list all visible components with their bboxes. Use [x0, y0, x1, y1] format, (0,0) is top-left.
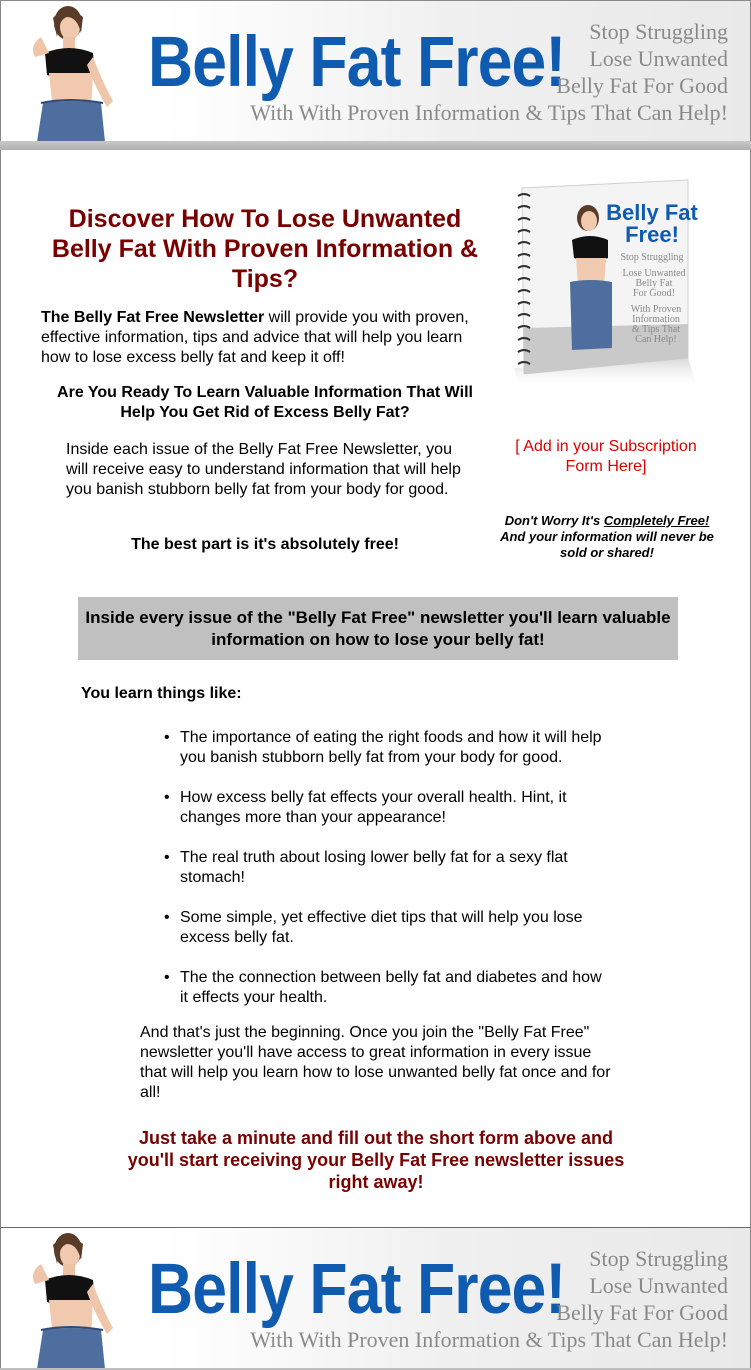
- ebook-line-7: & Tips That: [631, 324, 681, 335]
- tagline-line-3: Belly Fat For Good: [556, 1300, 728, 1325]
- banner-subtitle: With With Proven Information & Tips That Can Help!: [250, 1327, 728, 1352]
- ebook-line-2: Lose Unwanted: [622, 268, 686, 279]
- privacy-free-underlined: Completely Free!: [603, 513, 710, 528]
- banner-divider: [0, 141, 751, 150]
- ebook-title-line-2: Free!: [625, 222, 679, 247]
- ebook-line-8: Can Help!: [635, 334, 677, 345]
- woman-photo-illustration: [23, 1230, 123, 1368]
- privacy-prefix: Don't Worry It's: [504, 513, 604, 528]
- intro-text: will provide you with proven, effective information, tips and advice that will help you learn how to lose excess belly fat and keep it off!: [41, 309, 469, 366]
- ebook-cover-image: [512, 178, 702, 390]
- privacy-rest: And your information will never be sold or shared!: [500, 529, 714, 560]
- beginning-paragraph: And that's just the beginning. Once you join the "Belly Fat Free" newsletter you'll have access to great information in every issue that will help you learn how to lose unwanted belly fat once and for all!: [140, 1024, 611, 1101]
- learn-list: [160, 728, 610, 1028]
- intro-paragraph: [41, 308, 481, 368]
- list-item: • The the connection between belly fat and diabetes and how it effects your health.: [160, 968, 610, 1008]
- list-item: • The importance of eating the right foods and how it will help you banish stubborn belly fat from your body for good.: [160, 728, 610, 768]
- tagline-line-1: Stop Struggling: [589, 19, 728, 44]
- best-part-text: The best part is it's absolutely free!: [131, 536, 399, 553]
- list-item: • The real truth about losing lower belly fat for a sexy flat stomach!: [160, 848, 610, 888]
- header-banner: [0, 0, 751, 141]
- tagline-block: [556, 18, 728, 99]
- list-item: • Some simple, yet effective diet tips that will help you lose excess belly fat.: [160, 908, 610, 948]
- tagline-line-2: Lose Unwanted: [589, 1273, 728, 1298]
- subscription-form-placeholder[interactable]: [ Add in your Subscription Form Here]: [515, 438, 697, 475]
- ebook-line-1: Stop Struggling: [620, 252, 684, 263]
- main-headline: Discover How To Lose Unwanted Belly Fat With Proven Information & Tips?: [51, 205, 479, 293]
- woman-photo-illustration: [23, 3, 123, 141]
- tagline-line-1: Stop Struggling: [589, 1246, 728, 1271]
- call-to-action: Just take a minute and fill out the short form above and you'll start receiving your Belly Fat Free newsletter issues right away!: [127, 1128, 625, 1192]
- privacy-note: [491, 513, 723, 561]
- intro-bold: The Belly Fat Free Newsletter: [41, 309, 265, 326]
- tagline-line-2: Lose Unwanted: [589, 46, 728, 71]
- ebook-line-4: For Good!: [633, 288, 675, 299]
- brand-title: Belly Fat Free!: [148, 1250, 566, 1329]
- question-heading: Are You Ready To Learn Valuable Information That Will Help You Get Rid of Excess Belly Fat?: [57, 384, 473, 421]
- footer-banner: [0, 1227, 751, 1368]
- ebook-line-5: With Proven: [630, 304, 682, 315]
- learn-label: You learn things like:: [81, 685, 242, 702]
- ebook-line-3: Belly Fat: [635, 278, 673, 289]
- ebook-title-line-1: Belly Fat: [606, 200, 698, 225]
- inside-paragraph: Inside each issue of the Belly Fat Free Newsletter, you will receive easy to understand information that will help you banish stubborn belly fat from your body for good.: [66, 441, 461, 498]
- list-item: • How excess belly fat effects your overall health. Hint, it changes more than your appearance!: [160, 788, 610, 828]
- newsletter-highlight-box: Inside every issue of the "Belly Fat Free" newsletter you'll learn valuable information on how to lose your belly fat!: [78, 597, 678, 660]
- tagline-block: [556, 1245, 728, 1326]
- tagline-line-3: Belly Fat For Good: [556, 73, 728, 98]
- ebook-line-6: Information: [632, 314, 680, 325]
- main-content: [0, 150, 751, 1227]
- banner-subtitle: With With Proven Information & Tips That Can Help!: [250, 100, 728, 125]
- brand-title: Belly Fat Free!: [148, 23, 566, 102]
